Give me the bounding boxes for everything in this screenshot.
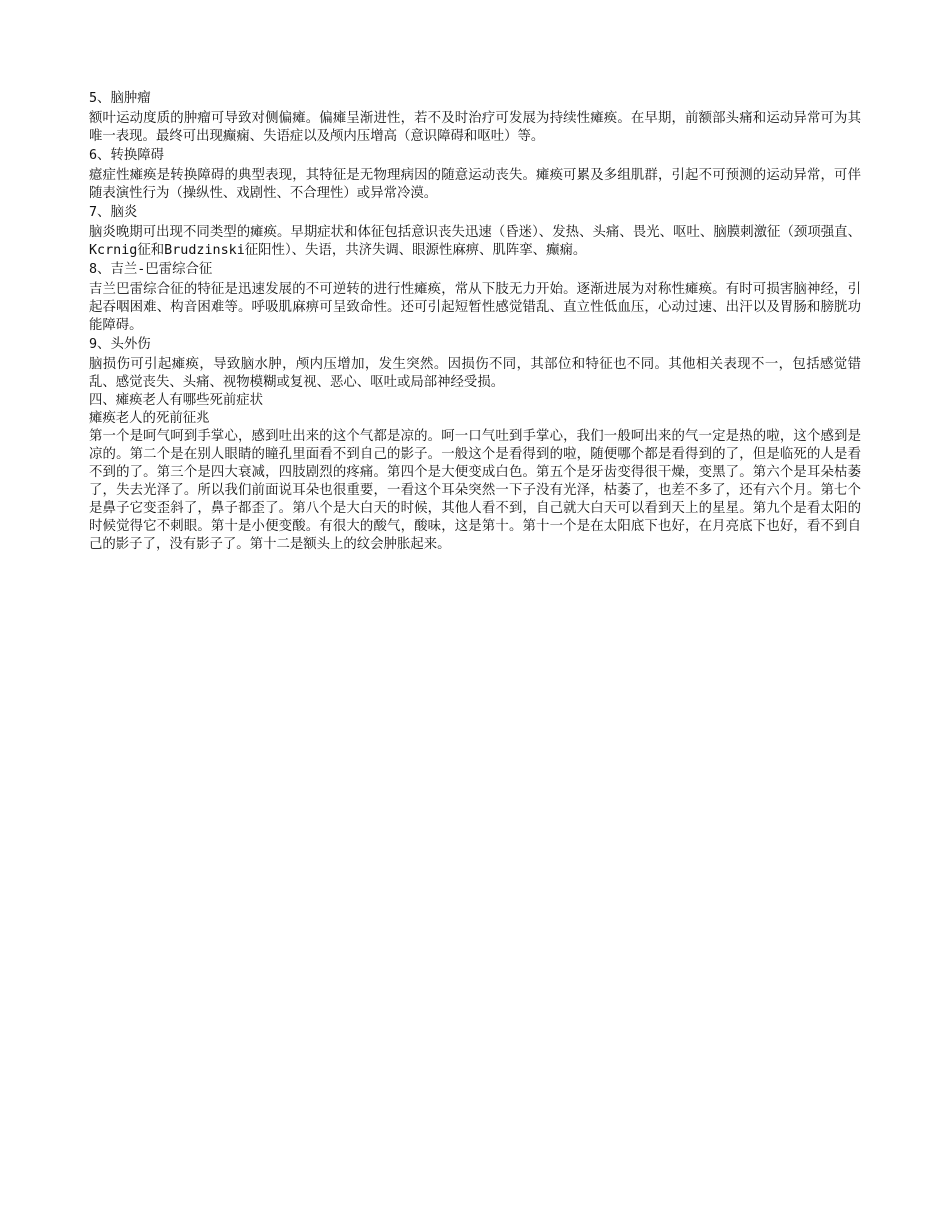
body-text: 征阳性）、失语，共济失调、眼源性麻痹、肌阵挛、癫痫。	[244, 243, 587, 258]
document-page	[89, 89, 861, 554]
section-body	[89, 224, 861, 260]
section-conversion-disorder	[89, 146, 861, 203]
section-guillain-barre	[89, 260, 861, 335]
section-body: 额叶运动度质的肿瘤可导致对侧偏瘫。偏瘫呈渐进性，若不及时治疗可发展为持续性瘫痪。在早期，前额部头痛和运动异常可为其唯一表现。最终可出现癫痫、失语症以及颅内压增高（意识障碍和呕吐）等。	[89, 111, 861, 144]
body-text: 脑炎晚期可出现不同类型的瘫痪。早期症状和体征包括意识丧失迅速（昏迷）、发热、头痛、畏光、呕吐、脑膜刺激征（颈项强直、	[89, 225, 861, 240]
part-four-title: 四、瘫痪老人有哪些死前症状	[89, 393, 264, 408]
section-encephalitis	[89, 203, 861, 260]
section-head-trauma	[89, 335, 861, 392]
section-heading: 9、头外伤	[89, 337, 151, 352]
section-body: 癔症性瘫痪是转换障碍的典型表现，其特征是无物理病因的随意运动丧失。瘫痪可累及多组肌群，引起不可预测的运动异常，可伴随表演性行为（操纵性、戏剧性、不合理性）或异常冷漠。	[89, 168, 861, 201]
section-heading: 5、脑肿瘤	[89, 91, 151, 106]
section-heading: 6、转换障碍	[89, 148, 165, 163]
section-body: 脑损伤可引起瘫痪，导致脑水肿，颅内压增加，发生突然。因损伤不同，其部位和特征也不同。其他相关表现不一，包括感觉错乱、感觉丧失、头痛、视物模糊或复视、恶心、呕吐或局部神经受损。	[89, 357, 861, 390]
part-four-subtitle: 瘫痪老人的死前征兆	[89, 411, 210, 426]
part-four-body: 第一个是呵气呵到手掌心，感到吐出来的这个气都是凉的。呵一口气吐到手掌心，我们一般呵出来的气一定是热的啦，这个感到是凉的。第二个是在别人眼睛的瞳孔里面看不到自己的影子。一般这个是看得到的啦，随便哪个都是看得到的了，但是临死的人是看不到的了。第三个是四大衰减，四肢剧烈的疼痛。第四个是大便变成白色。第五个是牙齿变得很干燥，变黑了。第六个是耳朵枯萎了，失去光泽了。所以我们前面说耳朵也很重要，一看这个耳朵突然一下子没有光泽，枯萎了，也差不多了，还有六个月。第七个是鼻子它变歪斜了，鼻子都歪了。第八个是大白天的时候，其他人看不到，自己就大白天可以看到天上的星星。第九个是看太阳的时候觉得它不刺眼。第十是小便变酸。有很大的酸气，酸味，这是第十。第十一个是在太阳底下也好，在月亮底下也好，看不到自己的影子了，没有影子了。第十二是额头上的纹会肿胀起来。	[89, 429, 861, 552]
brudzinski-sign-term: Brudzinski	[164, 243, 245, 258]
section-heading: 8、吉兰-巴雷综合征	[89, 262, 213, 277]
part-four	[89, 392, 861, 554]
section-body: 吉兰巴雷综合征的特征是迅速发展的不可逆转的进行性瘫痪，常从下肢无力开始。逐渐进展为对称性瘫痪。有时可损害脑神经，引起吞咽困难、构音困难等。呼吸肌麻痹可呈致命性。还可引起短暂性感觉错乱、直立性低血压，心动过速、出汗以及胃肠和膀胱功能障碍。	[89, 282, 861, 333]
section-brain-tumor	[89, 89, 861, 146]
section-heading: 7、脑炎	[89, 205, 138, 220]
body-text: 征和	[137, 243, 165, 258]
kernig-sign-term: Kcrnig	[89, 243, 138, 258]
